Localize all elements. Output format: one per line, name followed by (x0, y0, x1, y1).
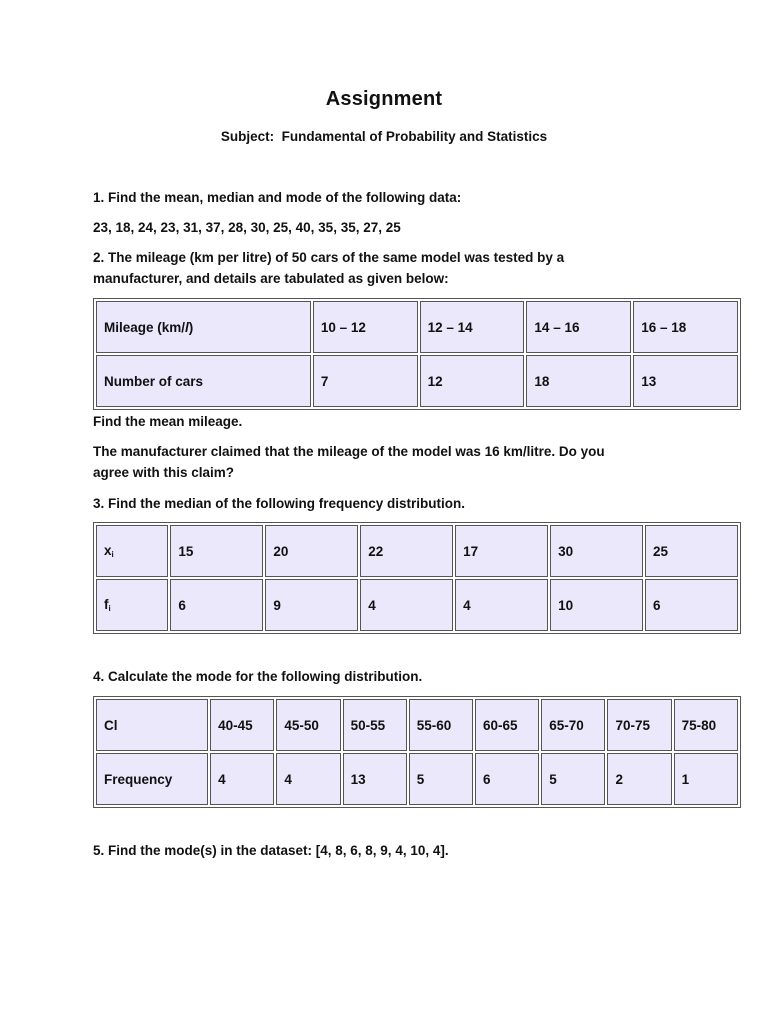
question-3: 3. Find the median of the following frequency distribution. (93, 496, 466, 511)
table-cell: 20 (265, 525, 358, 577)
table-cell: 17 (455, 525, 548, 577)
table-row-label: $f_i$ (96, 579, 168, 631)
question-2-find-mean: Find the mean mileage. (93, 414, 243, 429)
table-cell: 6 (170, 579, 263, 631)
question-1: 1. Find the mean, median and mode of the following data: (93, 190, 462, 205)
table-cell: 4 (360, 579, 453, 631)
question-2-claim-line-2: agree with this claim? (93, 465, 235, 480)
table-cell: 40-45 (210, 699, 274, 751)
question-2-line-1: 2. The mileage (km per litre) of 50 cars of the same model was tested by a (93, 250, 565, 265)
table-cell: 13 (343, 753, 407, 805)
class-frequency-table (93, 696, 741, 808)
table-row (96, 355, 738, 407)
question-5: 5. Find the mode(s) in the dataset: [4, 8, 6, 8, 9, 4, 10, 4]. (93, 843, 449, 858)
table-cell: 6 (475, 753, 539, 805)
table-cell: 12 – 14 (420, 301, 525, 353)
table-cell: 30 (550, 525, 643, 577)
table-cell: 15 (170, 525, 263, 577)
table-cell: 22 (360, 525, 453, 577)
table-row-label: Cl (96, 699, 208, 751)
table-row-label: Mileage (km/l) (96, 301, 311, 353)
table-cell: 25 (645, 525, 738, 577)
table-cell: 5 (409, 753, 473, 805)
table-cell: 65-70 (541, 699, 605, 751)
question-2-line-2: manufacturer, and details are tabulated as given below: (93, 271, 449, 286)
table-cell: 12 (420, 355, 525, 407)
table-row-label: $x_i$ (96, 525, 168, 577)
table-cell: 10 (550, 579, 643, 631)
table-row-label: Frequency (96, 753, 208, 805)
question-2-claim-line-1: The manufacturer claimed that the mileage of the model was 16 km/litre. Do you (93, 444, 605, 459)
page-title: Assignment (325, 88, 443, 110)
table-cell: 60-65 (475, 699, 539, 751)
table-cell: 70-75 (607, 699, 671, 751)
table-cell: 9 (265, 579, 358, 631)
frequency-distribution-table (93, 522, 741, 634)
table-cell: 50-55 (343, 699, 407, 751)
table-cell: 4 (455, 579, 548, 631)
table-row (96, 525, 738, 577)
table-cell: 55-60 (409, 699, 473, 751)
table-cell: 4 (210, 753, 274, 805)
table-row-label: Number of cars (96, 355, 311, 407)
page-subtitle: Subject: Fundamental of Probability and Statistics (220, 129, 548, 144)
table-row (96, 699, 738, 751)
table-cell: 1 (674, 753, 738, 805)
table-row (96, 301, 738, 353)
table-cell: 5 (541, 753, 605, 805)
table-cell: 10 – 12 (313, 301, 418, 353)
question-4: 4. Calculate the mode for the following distribution. (93, 669, 423, 684)
table-cell: 75-80 (674, 699, 738, 751)
table-cell: 18 (526, 355, 631, 407)
table-cell: 45-50 (276, 699, 340, 751)
table-row (96, 753, 738, 805)
mileage-table (93, 298, 741, 410)
table-cell: 6 (645, 579, 738, 631)
table-cell: 13 (633, 355, 738, 407)
question-1-data: 23, 18, 24, 23, 31, 37, 28, 30, 25, 40, 35, 35, 27, 25 (93, 220, 401, 235)
table-cell: 2 (607, 753, 671, 805)
table-cell: 4 (276, 753, 340, 805)
table-cell: 14 – 16 (526, 301, 631, 353)
table-row (96, 579, 738, 631)
table-cell: 7 (313, 355, 418, 407)
table-cell: 16 – 18 (633, 301, 738, 353)
